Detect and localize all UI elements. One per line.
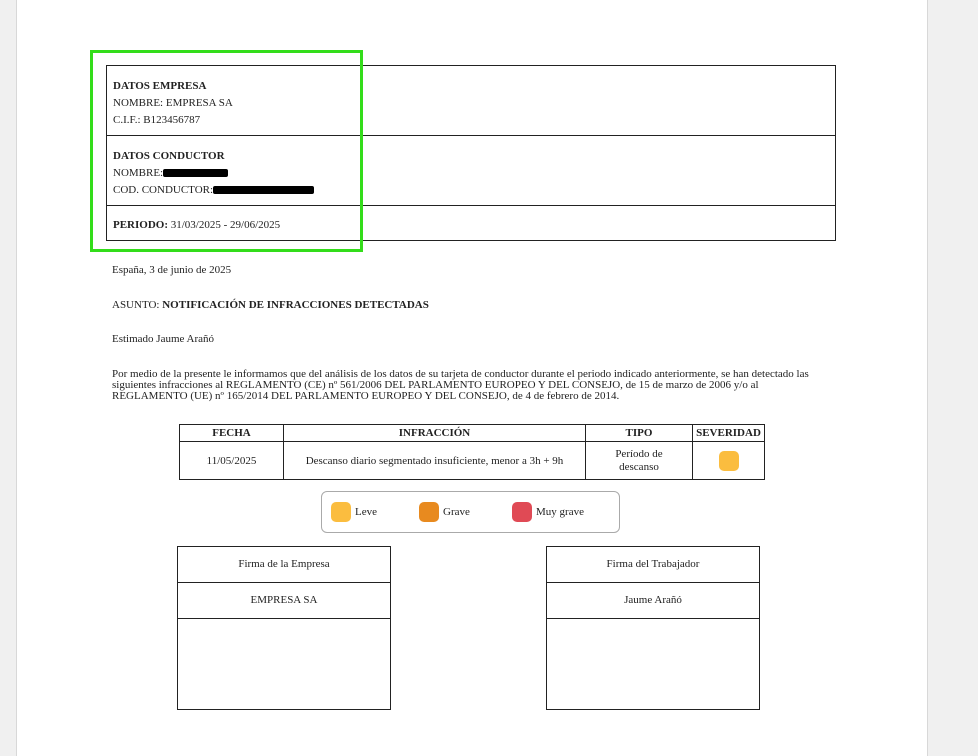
header-info-box <box>106 65 836 241</box>
company-signature-title: Firma de la Empresa <box>178 547 390 583</box>
place-date: España, 3 de junio de 2025 <box>112 264 232 276</box>
period-label: PERIODO: <box>113 219 168 231</box>
company-name-line: NOMBRE: EMPRESA SA <box>113 97 233 109</box>
legend-swatch-grave <box>419 502 439 522</box>
worker-signature-title: Firma del Trabajador <box>547 547 759 583</box>
period-value: 31/03/2025 - 29/06/2025 <box>170 219 281 231</box>
table-row <box>180 442 765 480</box>
company-signature-name: EMPRESA SA <box>178 583 390 619</box>
period-section <box>107 206 835 242</box>
redacted-driver-name <box>163 169 228 177</box>
company-cif-line: C.I.F.: B123456787 <box>113 114 201 126</box>
company-name: EMPRESA SA <box>165 97 233 109</box>
company-signature-box <box>177 546 391 710</box>
severity-swatch <box>719 451 739 471</box>
legend-swatch-leve <box>331 502 351 522</box>
worker-signature-name: Jaume Arañó <box>547 583 759 619</box>
body-paragraph: Por medio de la presente le informamos que del análisis de los datos de su tarjeta de conductor durante el periodo indicado anteriormente, se han detectado las siguientes infracciones al REGLAMENTO (CE) nº 561/2006 DEL PARLAMENTO EUROPEO Y DEL CONSEJO, de 15 de marzo de 2006 y/o al REGLAMENTO (UE) nº 165/2014 DEL PARLAMENTO EUROPEO Y DEL CONSEJO, de 4 de febrero de 2014. <box>112 368 809 402</box>
severity-legend <box>321 491 620 533</box>
redacted-driver-code <box>213 186 314 194</box>
greeting: Estimado Jaume Arañó <box>112 333 215 345</box>
col-header-tipo: TIPO <box>586 425 693 442</box>
driver-code-line: COD. CONDUCTOR: <box>113 182 835 199</box>
subject-value: NOTIFICACIÓN DE INFRACCIONES DETECTADAS <box>162 299 429 311</box>
col-header-infraccion: INFRACCIÓN <box>284 425 586 442</box>
company-cif: B123456787 <box>143 114 201 126</box>
company-heading: DATOS EMPRESA <box>113 80 207 92</box>
col-header-fecha: FECHA <box>180 425 284 442</box>
subject-line: ASUNTO: NOTIFICACIÓN DE INFRACCIONES DETECTADAS <box>112 299 429 311</box>
driver-name-line: NOMBRE: <box>113 165 835 182</box>
legend-swatch-muy-grave <box>512 502 532 522</box>
cell-fecha: 11/05/2025 <box>180 442 284 480</box>
infractions-table <box>179 424 765 480</box>
driver-heading: DATOS CONDUCTOR <box>113 150 225 162</box>
worker-signature-box <box>546 546 760 710</box>
legend-item-leve: Leve <box>331 502 377 522</box>
table-header-row <box>180 425 765 442</box>
driver-section <box>107 136 835 206</box>
col-header-severidad: SEVERIDAD <box>693 425 765 442</box>
cell-infraccion: Descanso diario segmentado insuficiente, menor a 3h + 9h <box>284 442 586 480</box>
cell-severidad <box>693 442 765 480</box>
cell-tipo: Período de descanso <box>586 442 693 480</box>
company-section <box>107 66 835 136</box>
legend-item-muy-grave: Muy grave <box>512 502 584 522</box>
legend-item-grave: Grave <box>419 502 470 522</box>
